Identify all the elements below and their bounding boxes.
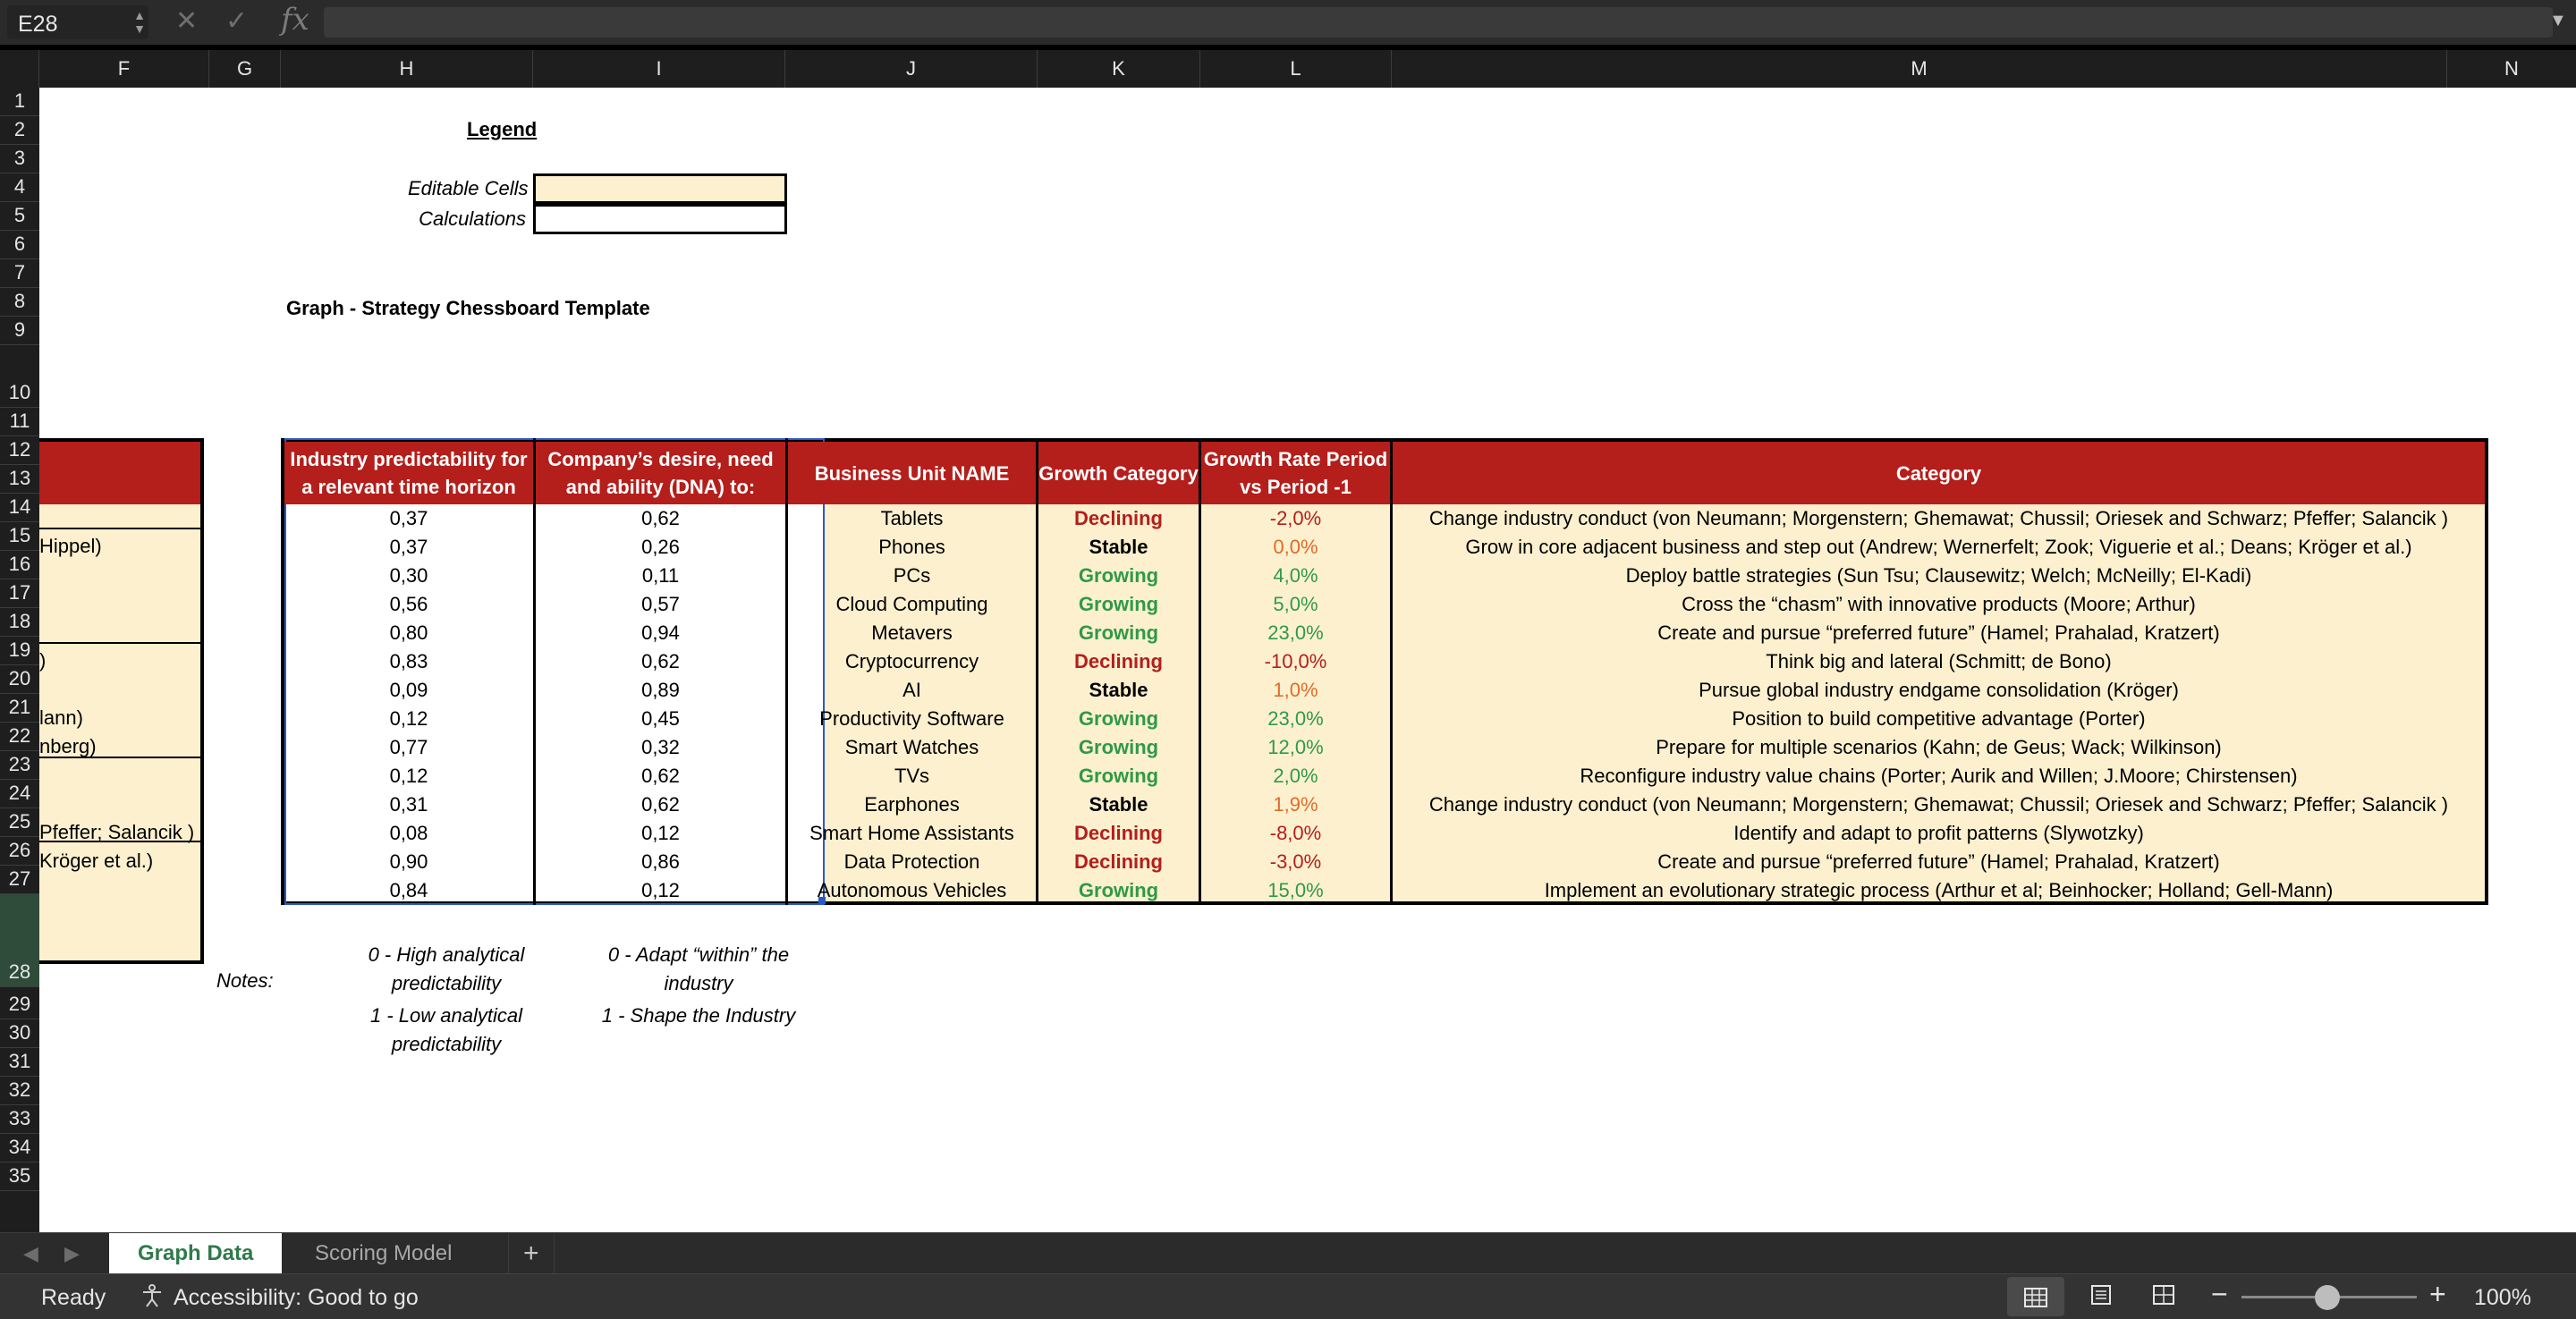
table-cell-l[interactable]: 23,0% xyxy=(1267,707,1324,730)
confirm-icon[interactable]: ✓ xyxy=(225,6,249,36)
table-cell-m[interactable]: Prepare for multiple scenarios (Kahn; de Geus; Wack; Wilkinson) xyxy=(1656,736,2222,758)
name-box-stepper-icon[interactable]: ▲ ▼ xyxy=(133,8,146,36)
header-business-unit-name[interactable]: Business Unit NAME xyxy=(788,442,1036,504)
legend-editable-label: Editable Cells xyxy=(408,177,529,199)
column-header-n[interactable]: N xyxy=(2504,57,2519,80)
table-cell-h[interactable]: 0,80 xyxy=(389,621,428,644)
table-cell-h[interactable]: 0,83 xyxy=(389,650,428,672)
column-header-i[interactable]: I xyxy=(533,50,785,88)
table-cell-j[interactable]: Smart Watches xyxy=(844,736,979,758)
formula-input[interactable] xyxy=(324,7,2553,38)
row-header-31[interactable]: 31 xyxy=(0,1048,39,1077)
column-header-j[interactable]: J xyxy=(785,50,1038,88)
table-cell-h[interactable]: 0,31 xyxy=(389,793,428,816)
zoom-slider-thumb[interactable] xyxy=(2315,1285,2340,1310)
table-cell-l[interactable]: 2,0% xyxy=(1273,765,1318,787)
left-partial-block xyxy=(39,438,204,964)
table-cell-l[interactable]: -8,0% xyxy=(1269,822,1322,844)
row-header-2[interactable]: 2 xyxy=(0,116,39,145)
table-cell-j[interactable]: PCs xyxy=(893,564,931,587)
table-cell-j[interactable]: Metavers xyxy=(871,621,953,644)
table-cell-l[interactable]: 4,0% xyxy=(1273,564,1318,587)
zoom-level[interactable]: 100% xyxy=(2474,1285,2531,1310)
function-icon[interactable]: fx xyxy=(281,2,309,38)
table-cell-i[interactable]: 0,32 xyxy=(641,736,680,758)
row-header-20[interactable]: 20 xyxy=(0,665,39,694)
header-growth-category[interactable]: Growth Category xyxy=(1038,442,1199,504)
zoom-out-button[interactable]: − xyxy=(2211,1278,2228,1310)
table-cell-k[interactable]: Declining xyxy=(1073,850,1163,873)
table-cell-i[interactable]: 0,62 xyxy=(641,765,680,787)
column-header-f[interactable]: F xyxy=(39,50,209,88)
table-cell-k[interactable]: Stable xyxy=(1089,793,1148,816)
table-cell-h[interactable]: 0,09 xyxy=(389,679,428,701)
row-header-7[interactable]: 7 xyxy=(0,259,39,288)
add-sheet-button[interactable]: + xyxy=(508,1233,555,1274)
table-cell-k[interactable]: Growing xyxy=(1078,765,1159,787)
row-header-18[interactable]: 18 xyxy=(0,608,39,637)
row-header-14[interactable]: 14 xyxy=(0,494,39,522)
column-header-l[interactable]: L xyxy=(1200,50,1392,88)
table-cell-j[interactable]: Data Protection xyxy=(843,850,980,873)
table-cell-k[interactable]: Growing xyxy=(1078,707,1159,730)
table-cell-i[interactable]: 0,94 xyxy=(641,621,680,644)
table-cell-k[interactable]: Growing xyxy=(1078,564,1159,587)
left-partial-text-5[interactable]: Pfeffer; Salancik ) xyxy=(39,821,195,843)
table-cell-i[interactable]: 0,57 xyxy=(641,593,680,615)
table-cell-i[interactable]: 0,89 xyxy=(641,679,680,701)
row-header-4[interactable]: 4 xyxy=(0,173,39,202)
table-cell-l[interactable]: 12,0% xyxy=(1267,736,1324,758)
row-header-1[interactable]: 1 xyxy=(0,88,39,116)
row-header-13[interactable]: 13 xyxy=(0,465,39,494)
table-cell-h[interactable]: 0,56 xyxy=(389,593,428,615)
row-header-25[interactable]: 25 xyxy=(0,808,39,837)
table-cell-j[interactable]: TVs xyxy=(894,765,930,787)
row-header-29[interactable]: 29 xyxy=(0,987,39,1019)
table-cell-j[interactable]: Earphones xyxy=(864,793,960,816)
legend-title: Legend xyxy=(467,118,538,140)
table-cell-k[interactable]: Declining xyxy=(1073,507,1163,529)
note-h-0: 0 - High analytical predictability xyxy=(368,943,525,994)
grid-view-icon xyxy=(2024,1288,2047,1307)
sheet-grid[interactable] xyxy=(39,88,2576,1232)
table-cell-i[interactable]: 0,26 xyxy=(641,536,680,558)
table-cell-m[interactable]: Deploy battle strategies (Sun Tsu; Clausewitz; Welch; McNeilly; El-Kadi) xyxy=(1625,564,2252,587)
legend-editable-swatch[interactable] xyxy=(533,173,787,204)
left-partial-header xyxy=(39,442,200,504)
row-header-24[interactable]: 24 xyxy=(0,780,39,808)
table-cell-j[interactable]: Smart Home Assistants xyxy=(809,822,1014,844)
table-cell-i[interactable]: 0,11 xyxy=(641,564,680,587)
row-header-21[interactable]: 21 xyxy=(0,694,39,723)
table-cell-k[interactable]: Growing xyxy=(1078,736,1159,758)
table-cell-h[interactable]: 0,77 xyxy=(389,736,428,758)
status-bar xyxy=(0,1273,2576,1319)
table-cell-m[interactable]: Grow in core adjacent business and step out (Andrew; Wernerfelt; Zook; Viguerie et al.; Deans; Kröger et al.) xyxy=(1465,536,2412,558)
table-cell-l[interactable]: -3,0% xyxy=(1269,850,1322,873)
note-i-1: 1 - Shape the Industry xyxy=(601,1004,796,1027)
left-partial-text-2[interactable]: ) xyxy=(39,649,47,672)
tab-scroll-right-icon[interactable]: ▶ xyxy=(64,1242,80,1264)
table-cell-j[interactable]: AI xyxy=(902,679,921,701)
table-cell-l[interactable]: 1,0% xyxy=(1273,679,1318,701)
note-h-1: 1 - Low analytical predictability xyxy=(370,1004,522,1055)
table-cell-k[interactable]: Growing xyxy=(1078,879,1159,901)
table-cell-l[interactable]: 15,0% xyxy=(1267,879,1324,901)
row-header-33[interactable]: 33 xyxy=(0,1105,39,1134)
table-cell-k[interactable]: Declining xyxy=(1073,822,1163,844)
name-box-value: E28 xyxy=(18,12,58,37)
page-break-view-icon[interactable] xyxy=(2152,1285,2175,1305)
name-box[interactable] xyxy=(7,5,148,39)
table-cell-k[interactable]: Growing xyxy=(1078,621,1159,644)
header-growth-rate[interactable]: Growth Rate Period vs Period -1 xyxy=(1201,442,1390,504)
table-cell-m[interactable]: Change industry conduct (von Neumann; Morgenstern; Ghemawat; Chussil; Oriesek and Schwarz; Pfeffer; Salancik ) xyxy=(1428,793,2449,816)
header-industry-predictability[interactable]: Industry predictability for a relevant time horizon xyxy=(284,442,533,504)
table-cell-m[interactable]: Create and pursue “preferred future” (Hamel; Prahalad, Kratzert) xyxy=(1657,621,2220,644)
table-cell-j[interactable]: Phones xyxy=(878,536,945,558)
table-cell-j[interactable]: Autonomous Vehicles xyxy=(817,879,1007,901)
left-partial-text-3[interactable]: lann) xyxy=(39,706,83,729)
formula-bar xyxy=(0,0,2576,45)
table-cell-k[interactable]: Growing xyxy=(1078,593,1159,615)
status-accessibility[interactable]: Accessibility: Good to go xyxy=(174,1285,419,1310)
select-all-corner[interactable] xyxy=(0,50,39,88)
table-cell-l[interactable]: -10,0% xyxy=(1264,650,1327,672)
table-cell-h[interactable]: 0,08 xyxy=(389,822,428,844)
graph-title: Graph - Strategy Chessboard Template xyxy=(286,297,650,319)
page-layout-view-icon[interactable] xyxy=(2089,1285,2113,1305)
note-i-0: 0 - Adapt “within” the industry xyxy=(607,943,790,994)
table-cell-j[interactable]: Cloud Computing xyxy=(835,593,988,615)
table-cell-l[interactable]: 5,0% xyxy=(1273,593,1318,615)
row-header-23[interactable]: 23 xyxy=(0,751,39,780)
status-ready: Ready xyxy=(41,1285,106,1310)
row-header-30[interactable]: 30 xyxy=(0,1019,39,1048)
zoom-in-button[interactable]: + xyxy=(2429,1278,2446,1310)
column-header-h[interactable]: H xyxy=(281,50,533,88)
chevron-down-icon[interactable]: ▼ xyxy=(2549,11,2567,30)
row-header-11[interactable]: 11 xyxy=(0,408,39,436)
header-company-dna[interactable]: Company’s desire, need and ability (DNA) to: xyxy=(536,442,785,504)
left-partial-text-1[interactable]: Hippel) xyxy=(39,535,102,557)
legend-calculations-label: Calculations xyxy=(419,207,526,230)
column-header-m[interactable]: M xyxy=(1392,50,2447,88)
table-cell-m[interactable]: Identify and adapt to profit patterns (Slywotzky) xyxy=(1733,822,2144,844)
column-header-k[interactable]: K xyxy=(1038,50,1200,88)
row-header-27[interactable]: 27 xyxy=(0,866,39,894)
header-category[interactable]: Category xyxy=(1393,442,2485,504)
row-header-8[interactable]: 8 xyxy=(0,288,39,317)
table-cell-j[interactable]: Cryptocurrency xyxy=(844,650,979,672)
row-header-35[interactable]: 35 xyxy=(0,1163,39,1191)
row-header-28[interactable]: 28 xyxy=(0,894,39,987)
row-header-19[interactable]: 19 xyxy=(0,637,39,665)
table-cell-i[interactable]: 0,62 xyxy=(641,650,680,672)
row-header-9[interactable]: 9 xyxy=(0,317,39,345)
left-partial-text-4[interactable]: nberg) xyxy=(39,735,97,757)
row-header-3[interactable]: 3 xyxy=(0,145,39,173)
table-cell-h[interactable]: 0,30 xyxy=(389,564,428,587)
row-header-16[interactable]: 16 xyxy=(0,551,39,579)
row-header-32[interactable]: 32 xyxy=(0,1077,39,1105)
row-header-26[interactable]: 26 xyxy=(0,837,39,866)
table-cell-m[interactable]: Create and pursue “preferred future” (Hamel; Prahalad, Kratzert) xyxy=(1657,850,2220,873)
tab-scroll-left-icon[interactable]: ◀ xyxy=(23,1242,38,1264)
row-header-6[interactable]: 6 xyxy=(0,231,39,259)
tab-scoring-model[interactable]: Scoring Model xyxy=(315,1241,453,1265)
row-header-34[interactable]: 34 xyxy=(0,1134,39,1163)
table-cell-i[interactable]: 0,12 xyxy=(641,879,680,901)
normal-view-button[interactable] xyxy=(2007,1277,2064,1316)
table-cell-m[interactable]: Think big and lateral (Schmitt; de Bono) xyxy=(1766,650,2112,672)
column-header-bar xyxy=(0,50,2576,89)
table-cell-m[interactable]: Reconfigure industry value chains (Porter; Aurik and Willen; J.Moore; Chirstensen) xyxy=(1580,765,2298,787)
table-cell-i[interactable]: 0,86 xyxy=(641,850,680,873)
table-cell-i[interactable]: 0,45 xyxy=(641,707,680,730)
table-cell-m[interactable]: Implement an evolutionary strategic process (Arthur et al; Beinhocker; Holland; Gell-Mann) xyxy=(1544,879,2334,901)
column-header-g[interactable]: G xyxy=(209,50,281,88)
row-header-17[interactable]: 17 xyxy=(0,579,39,608)
table-cell-h[interactable]: 0,12 xyxy=(389,765,428,787)
row-header-15[interactable]: 15 xyxy=(0,522,39,551)
spreadsheet xyxy=(0,50,2576,1232)
row-header-10[interactable]: 10 xyxy=(0,345,39,408)
table-cell-m[interactable]: Change industry conduct (von Neumann; Morgenstern; Ghemawat; Chussil; Oriesek and Schwarz; Pfeffer; Salancik ) xyxy=(1428,507,2449,529)
row-header-12[interactable]: 12 xyxy=(0,436,39,465)
table-cell-h[interactable]: 0,90 xyxy=(389,850,428,873)
table-cell-k[interactable]: Stable xyxy=(1089,536,1148,558)
sheet-tab-bar xyxy=(0,1232,2576,1274)
table-cell-i[interactable]: 0,62 xyxy=(641,507,680,529)
table-cell-h[interactable]: 0,37 xyxy=(389,536,428,558)
tab-graph-data[interactable]: Graph Data xyxy=(109,1233,282,1274)
notes-label: Notes: xyxy=(216,969,274,992)
accessibility-icon[interactable] xyxy=(140,1283,165,1308)
left-partial-text-6[interactable]: Kröger et al.) xyxy=(39,850,154,872)
table-cell-l[interactable]: 1,9% xyxy=(1273,793,1318,816)
row-header-5[interactable]: 5 xyxy=(0,202,39,231)
table-cell-h[interactable]: 0,12 xyxy=(389,707,428,730)
table-cell-m[interactable]: Pursue global industry endgame consolidation (Kröger) xyxy=(1699,679,2179,701)
table-cell-k[interactable]: Stable xyxy=(1089,679,1148,701)
table-cell-l[interactable]: 0,0% xyxy=(1273,536,1318,558)
table-cell-h[interactable]: 0,37 xyxy=(389,507,428,529)
row-header-22[interactable]: 22 xyxy=(0,723,39,751)
table-cell-i[interactable]: 0,62 xyxy=(641,793,680,816)
row-header-bar xyxy=(0,88,40,1232)
legend-calculations-swatch[interactable] xyxy=(533,204,787,234)
table-cell-i[interactable]: 0,12 xyxy=(641,822,680,844)
table-cell-m[interactable]: Cross the “chasm” with innovative products (Moore; Arthur) xyxy=(1682,593,2196,615)
table-cell-l[interactable]: 23,0% xyxy=(1267,621,1324,644)
table-cell-j[interactable]: Tablets xyxy=(880,507,944,529)
table-cell-h[interactable]: 0,84 xyxy=(389,879,428,901)
table-cell-m[interactable]: Position to build competitive advantage (Porter) xyxy=(1732,707,2146,730)
table-cell-k[interactable]: Declining xyxy=(1073,650,1163,672)
table-cell-l[interactable]: -2,0% xyxy=(1269,507,1322,529)
cancel-icon[interactable]: ✕ xyxy=(175,6,199,36)
table-cell-j[interactable]: Productivity Software xyxy=(819,707,1004,730)
